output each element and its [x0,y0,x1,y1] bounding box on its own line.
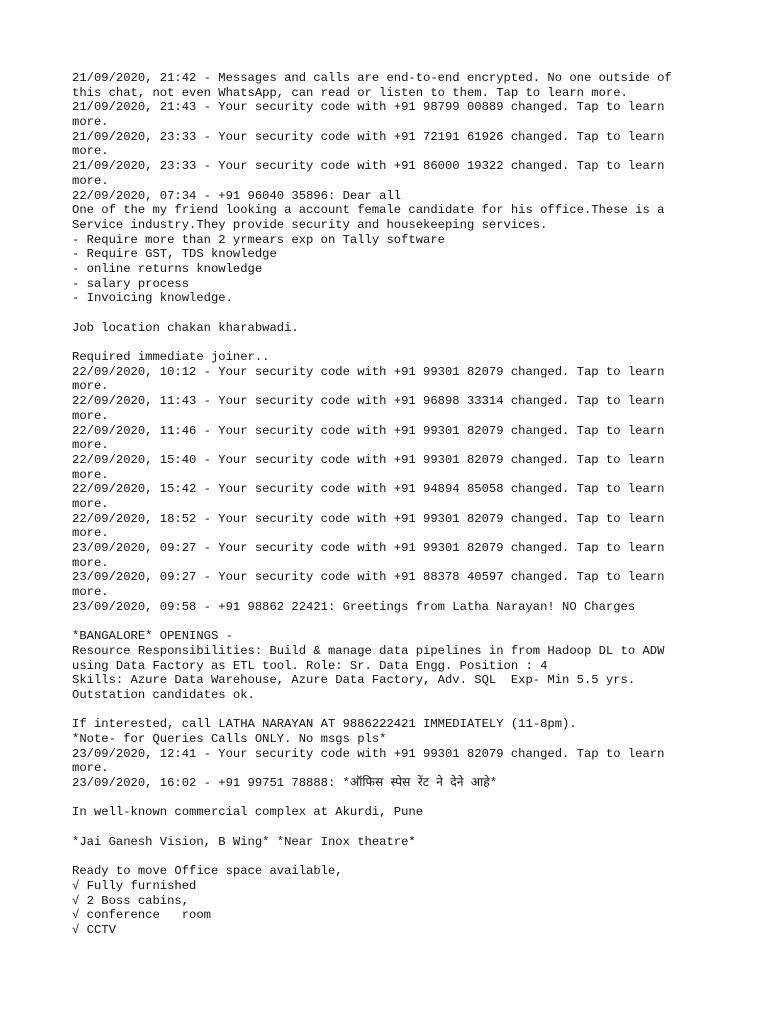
document-line: 21/09/2020, 23:33 - Your security code with +91 72191 61926 changed. Tap to learn [72,129,665,144]
document-line: *Note- for Queries Calls ONLY. No msgs pls* [72,731,387,746]
document-line: 23/09/2020, 09:27 - Your security code with +91 88378 40597 changed. Tap to learn [72,570,665,585]
document-line: √ CCTV [72,922,116,937]
document-line: more. [72,526,109,541]
document-line: 22/09/2020, 18:52 - Your security code with +91 99301 82079 changed. Tap to learn [72,511,665,526]
document-line [72,849,712,864]
document-line: If interested, call LATHA NARAYAN AT 9886222421 IMMEDIATELY (11-8pm). [72,717,577,732]
document-line: - Invoicing knowledge. [72,291,233,306]
document-line: *Jai Ganesh Vision, B Wing* *Near Inox theatre* [72,834,416,849]
document-line: more. [72,144,109,159]
document-line: 23/09/2020, 09:27 - Your security code with +91 99301 82079 changed. Tap to learn [72,541,665,555]
document-line: 22/09/2020, 15:40 - Your security code with +91 99301 82079 changed. Tap to learn [72,452,665,467]
document-line: √ Fully furnished [72,878,197,893]
document-line: using Data Factory as ETL tool. Role: Sr. Data Engg. Position : 4 [72,658,548,673]
document-line: 21/09/2020, 21:43 - Your security code with +91 98799 00889 changed. Tap to learn [72,100,665,115]
document-line: *BANGALORE* OPENINGS - [72,629,233,644]
document-line: more. [72,555,109,570]
document-line: √ conference room [72,908,211,923]
document-line: - Require GST, TDS knowledge [72,247,277,262]
document-line: 23/09/2020, 12:41 - Your security code with +91 99301 82079 changed. Tap to learn [72,746,665,761]
document-line: One of the my friend looking a account female candidate for his office.These is a [72,203,665,218]
document-line: 21/09/2020, 21:42 - Messages and calls are end-to-end encrypted. No one outside of [72,71,672,85]
document-line: 22/09/2020, 15:42 - Your security code with +91 94894 85058 changed. Tap to learn [72,482,665,497]
document-line: Skills: Azure Data Warehouse, Azure Data Factory, Adv. SQL Exp- Min 5.5 yrs. [72,673,636,688]
document-line: Outstation candidates ok. [72,687,255,702]
document-line [72,791,712,806]
document-line: more. [72,496,109,511]
document-line: 23/09/2020, 16:02 - +91 99751 78888: *ऑफिस स्पेस रेंट ने देने आहे* [72,776,498,790]
document-line: 22/09/2020, 11:43 - Your security code with +91 96898 33314 changed. Tap to learn [72,394,665,409]
document-line [72,614,712,629]
document-line [72,335,712,350]
document-line: more. [72,438,109,453]
document-line [72,703,712,718]
document-line: more. [72,173,109,188]
document-line: more. [72,467,109,482]
document-line: 22/09/2020, 07:34 - +91 96040 35896: Dear all [72,188,402,203]
document-line: Job location chakan kharabwadi. [72,320,299,335]
document-line: - salary process [72,276,190,291]
document-line [72,820,712,835]
document-line: Required immediate joiner.. [72,350,270,365]
document-line: more. [72,585,109,600]
document-line: - Require more than 2 yrmears exp on Tally software [72,232,445,247]
document-line: 22/09/2020, 10:12 - Your security code with +91 99301 82079 changed. Tap to learn [72,364,665,379]
document-line: more. [72,761,109,776]
document-line: Resource Responsibilities: Build & manage data pipelines in from Hadoop DL to ADW [72,643,665,658]
document-line: this chat, not even WhatsApp, can read or listen to them. Tap to learn more. [72,85,628,100]
document-line: Service industry.They provide security and housekeeping services. [72,217,548,232]
document-line: 23/09/2020, 09:58 - +91 98862 22421: Greetings from Latha Narayan! NO Charges [72,599,636,614]
chat-export-document [72,71,712,938]
document-line: √ 2 Boss cabins, [72,893,190,908]
document-line: Ready to move Office space available, [72,864,343,879]
document-line: more. [72,115,109,130]
document-line [72,306,712,321]
document-line: 21/09/2020, 23:33 - Your security code with +91 86000 19322 changed. Tap to learn [72,159,665,174]
document-line: more. [72,408,109,423]
document-line: - online returns knowledge [72,261,263,276]
document-line: 22/09/2020, 11:46 - Your security code with +91 99301 82079 changed. Tap to learn [72,423,665,438]
document-line: more. [72,379,109,394]
document-line: In well-known commercial complex at Akurdi, Pune [72,805,424,820]
